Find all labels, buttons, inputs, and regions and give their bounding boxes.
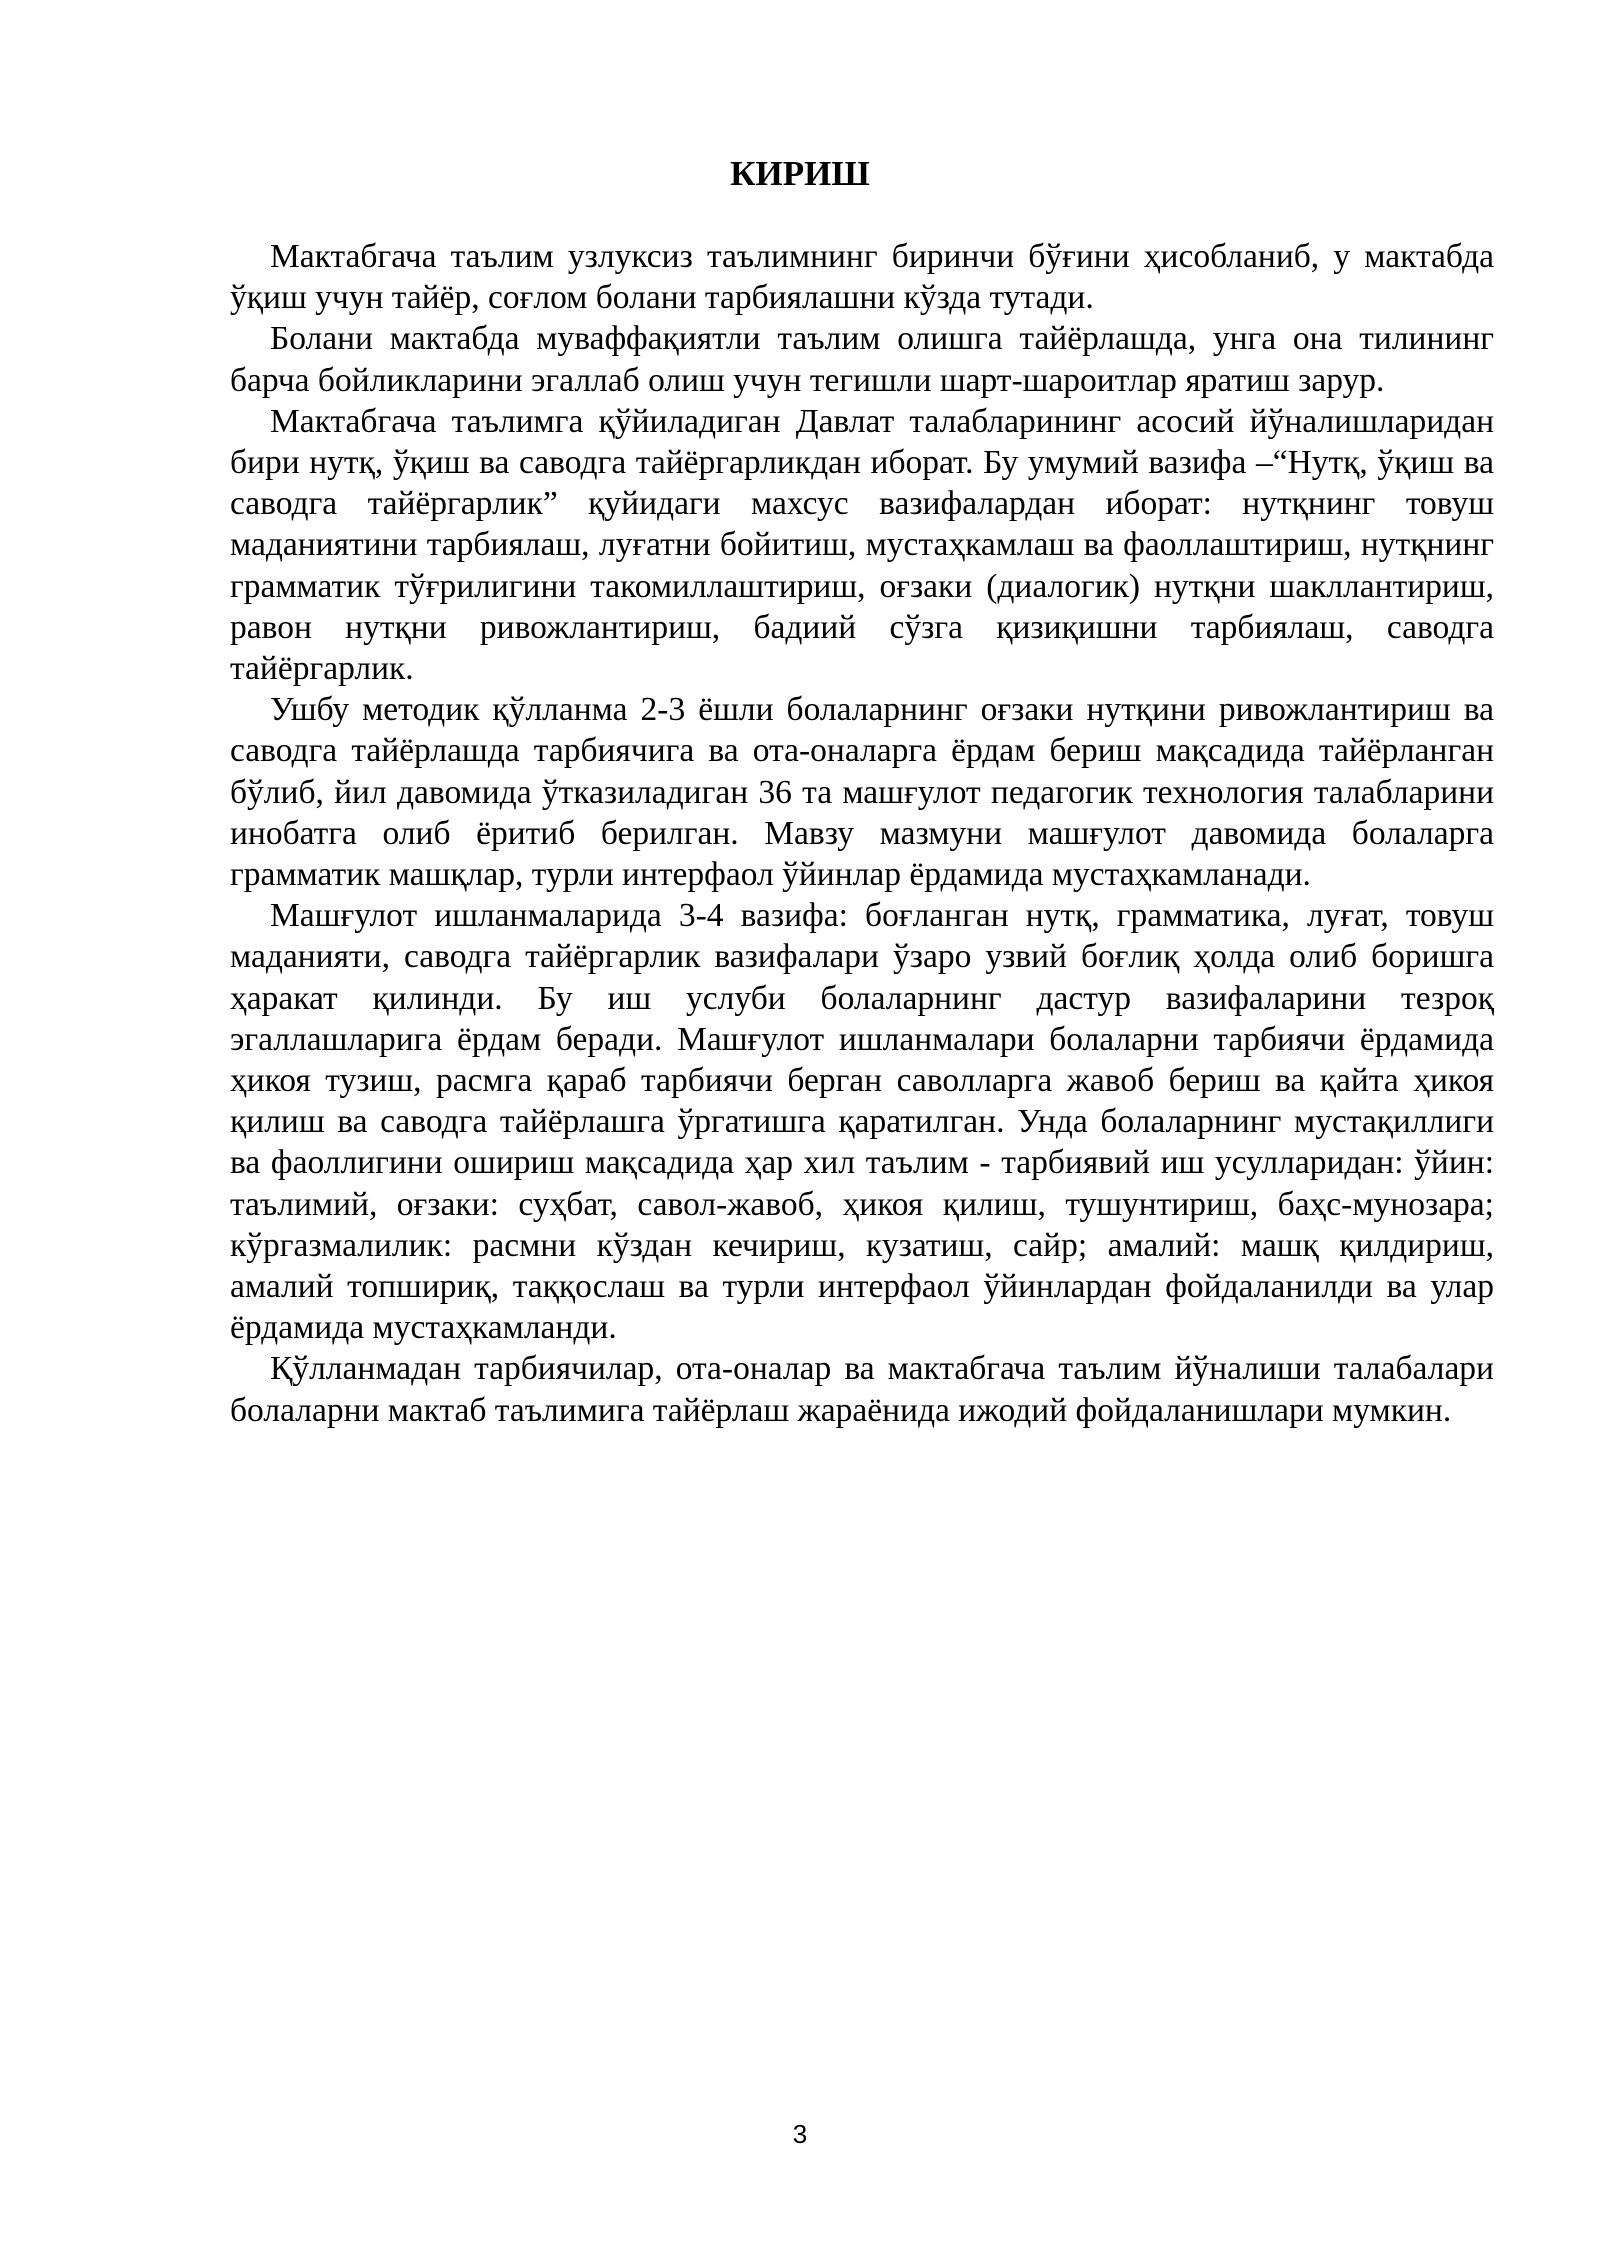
page-number: 3 xyxy=(792,2119,808,2149)
paragraph: Машғулот ишланмаларида 3-4 вазифа: боғланган нутқ, грамматика, луғат, товуш маданияти, саводга тайёргарлик вазифалари ўзаро узвий боғлиқ ҳолда олиб боришга ҳаракат қилинди. Бу иш услуби болаларнинг дастур вазифаларини тезроқ эгаллашларига ёрдам беради. Машғулот ишланмалари болаларни тарбиячи ёрдамида ҳикоя тузиш, расмга қараб тарбиячи берган саволларга жавоб бериш ва қайта ҳикоя қилиш ва саводга тайёрлашга ўргатишга қаратилган. Унда болаларнинг мустақиллиги ва фаоллигини ошириш мақсадида ҳар хил таълим - тарбиявий иш усулларидан: ўйин: таълимий, оғзаки: суҳбат, савол-жавоб, ҳикоя қилиш, тушунтириш, баҳс-мунозара; кўргазмалилик: расмни кўздан кечириш, кузатиш, сайр; амалий: машқ қилдириш, амалий топшириқ, таққослаш ва турли интерфаол ўйинлардан фойдаланилди ва улар ёрдамида мустаҳкамланди. xyxy=(230,897,1494,1347)
paragraph: Мактабгача таълим узлуксиз таълимнинг биринчи бўғини ҳисобланиб, у мактабда ўқиш учун тайёр, соғлом болани тарбиялашни кўзда тутади. xyxy=(230,238,1494,317)
page-title: КИРИШ xyxy=(730,154,870,193)
body-text xyxy=(230,236,1494,1431)
paragraph: Болани мактабда муваффақиятли таълим олишга тайёрлашда, унга она тилининг барча бойликларини эгаллаб олиш учун тегишли шарт-шароитлар яратиш зарур. xyxy=(230,320,1494,399)
paragraph: Мактабгача таълимга қўйиладиган Давлат талабларининг асосий йўналишларидан бири нутқ, ўқиш ва саводга тайёргарликдан иборат. Бу умумий вазифа –“Нутқ, ўқиш ва саводга тайёргарлик” қуйидаги махсус вазифалардан иборат: нутқнинг товуш маданиятини тарбиялаш, луғатни бойитиш, мустаҳкамлаш ва фаоллаштириш, нутқнинг грамматик тўғрилигини такомиллаштириш, оғзаки (диалогик) нутқни шакллантириш, равон нутқни ривожлантириш, бадиий сўзга қизиқишни тарбиялаш, саводга тайёргарлик. xyxy=(230,402,1494,688)
paragraph: Қўлланмадан тарбиячилар, ота-оналар ва мактабгача таълим йўналиши талабалари болаларни мактаб таълимига тайёрлаш жараёнида ижодий фойдаланишлари мумкин. xyxy=(230,1350,1494,1429)
paragraph: Ушбу методик қўлланма 2-3 ёшли болаларнинг оғзаки нутқини ривожлантириш ва саводга тайёрлашда тарбиячига ва ота-оналарга ёрдам бериш мақсадида тайёрланган бўлиб, йил давомида ўтказиладиган 36 та машғулот педагогик технология талабларини инобатга олиб ёритиб берилган. Мавзу мазмуни машғулот давомида болаларга грамматик машқлар, турли интерфаол ўйинлар ёрдамида мустаҳкамланади. xyxy=(230,691,1494,894)
